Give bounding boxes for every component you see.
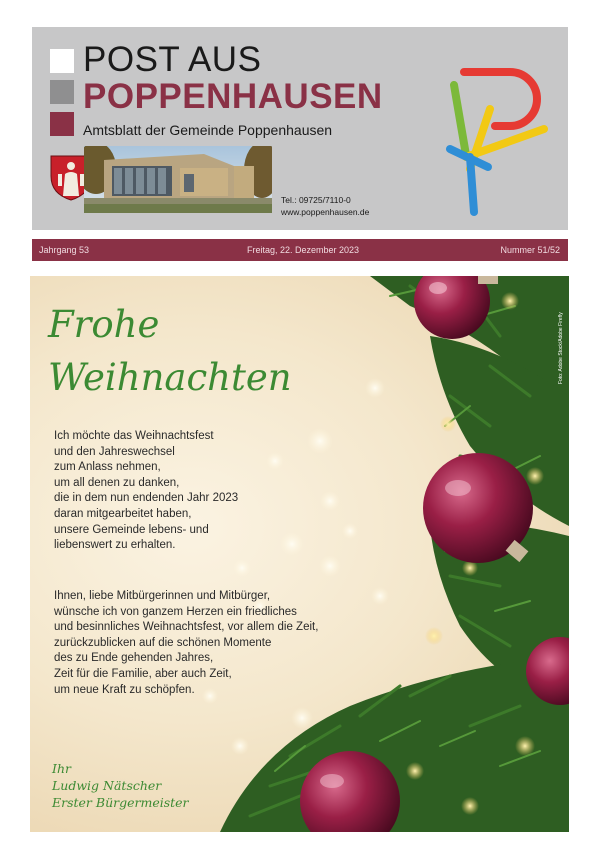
signature-salutation: Ihr bbox=[52, 761, 71, 776]
colorful-p-logo-icon bbox=[440, 37, 560, 217]
message-line: zurückzublicken auf die schönen Momente bbox=[54, 636, 272, 649]
message-paragraph-1 bbox=[54, 429, 238, 554]
christmas-greeting-card bbox=[30, 276, 569, 832]
message-line: Ihnen, liebe Mitbürgerinnen und Mitbürger, bbox=[54, 590, 271, 602]
phone-number: Tel.: 09725/7110-0 bbox=[281, 195, 351, 205]
gray-square-decoration bbox=[50, 80, 74, 104]
issue-info-bar bbox=[32, 239, 568, 261]
message-line: des zu Ende gehenden Jahres, bbox=[54, 652, 214, 665]
image-credit: Foto: Adobe Stock/Adobe Firefly bbox=[558, 312, 564, 384]
message-paragraph-2 bbox=[54, 589, 318, 698]
title-line-2: POPPENHAUSEN bbox=[83, 77, 383, 116]
website-link[interactable]: www.poppenhausen.de bbox=[281, 207, 370, 217]
message-line: und besinnliches Weihnachtsfest, vor allem die Zeit, bbox=[54, 621, 319, 634]
masthead bbox=[32, 27, 568, 230]
subtitle: Amtsblatt der Gemeinde Poppenhausen bbox=[83, 122, 333, 138]
message-line: liebenswert zu erhalten. bbox=[54, 539, 176, 552]
message-line: die in dem nun endenden Jahr 2023 bbox=[54, 492, 239, 505]
greeting-line-1: Frohe bbox=[48, 303, 160, 346]
red-square-decoration bbox=[50, 112, 74, 136]
white-square-decoration bbox=[50, 49, 74, 73]
message-line: Zeit für die Familie, aber auch Zeit, bbox=[54, 667, 232, 680]
contact-info bbox=[281, 194, 369, 218]
message-line: daran mitgearbeitet haben, bbox=[54, 507, 192, 520]
signature-name: Ludwig Nätscher bbox=[52, 778, 162, 793]
signature-title: Erster Bürgermeister bbox=[52, 795, 189, 810]
message-line: Ich möchte das Weihnachtsfest bbox=[54, 430, 214, 442]
message-line: zum Anlass nehmen, bbox=[54, 461, 161, 474]
issue-number: Nummer 51/52 bbox=[500, 245, 560, 255]
message-line: unsere Gemeinde lebens- und bbox=[54, 523, 209, 536]
message-line: und den Jahreswechsel bbox=[54, 445, 175, 458]
message-line: um all denen zu danken, bbox=[54, 476, 180, 489]
issue-date: Freitag, 22. Dezember 2023 bbox=[247, 245, 360, 255]
town-hall-photo bbox=[84, 146, 272, 213]
greeting-line-2: Weihnachten bbox=[48, 356, 292, 399]
message-line: um neue Kraft zu schöpfen. bbox=[54, 683, 195, 696]
title-line-1: POST AUS bbox=[83, 40, 262, 79]
signature-block bbox=[52, 760, 189, 811]
message-line: wünsche ich von ganzem Herzen ein friedliches bbox=[54, 605, 297, 618]
volume-label: Jahrgang 53 bbox=[39, 245, 90, 255]
